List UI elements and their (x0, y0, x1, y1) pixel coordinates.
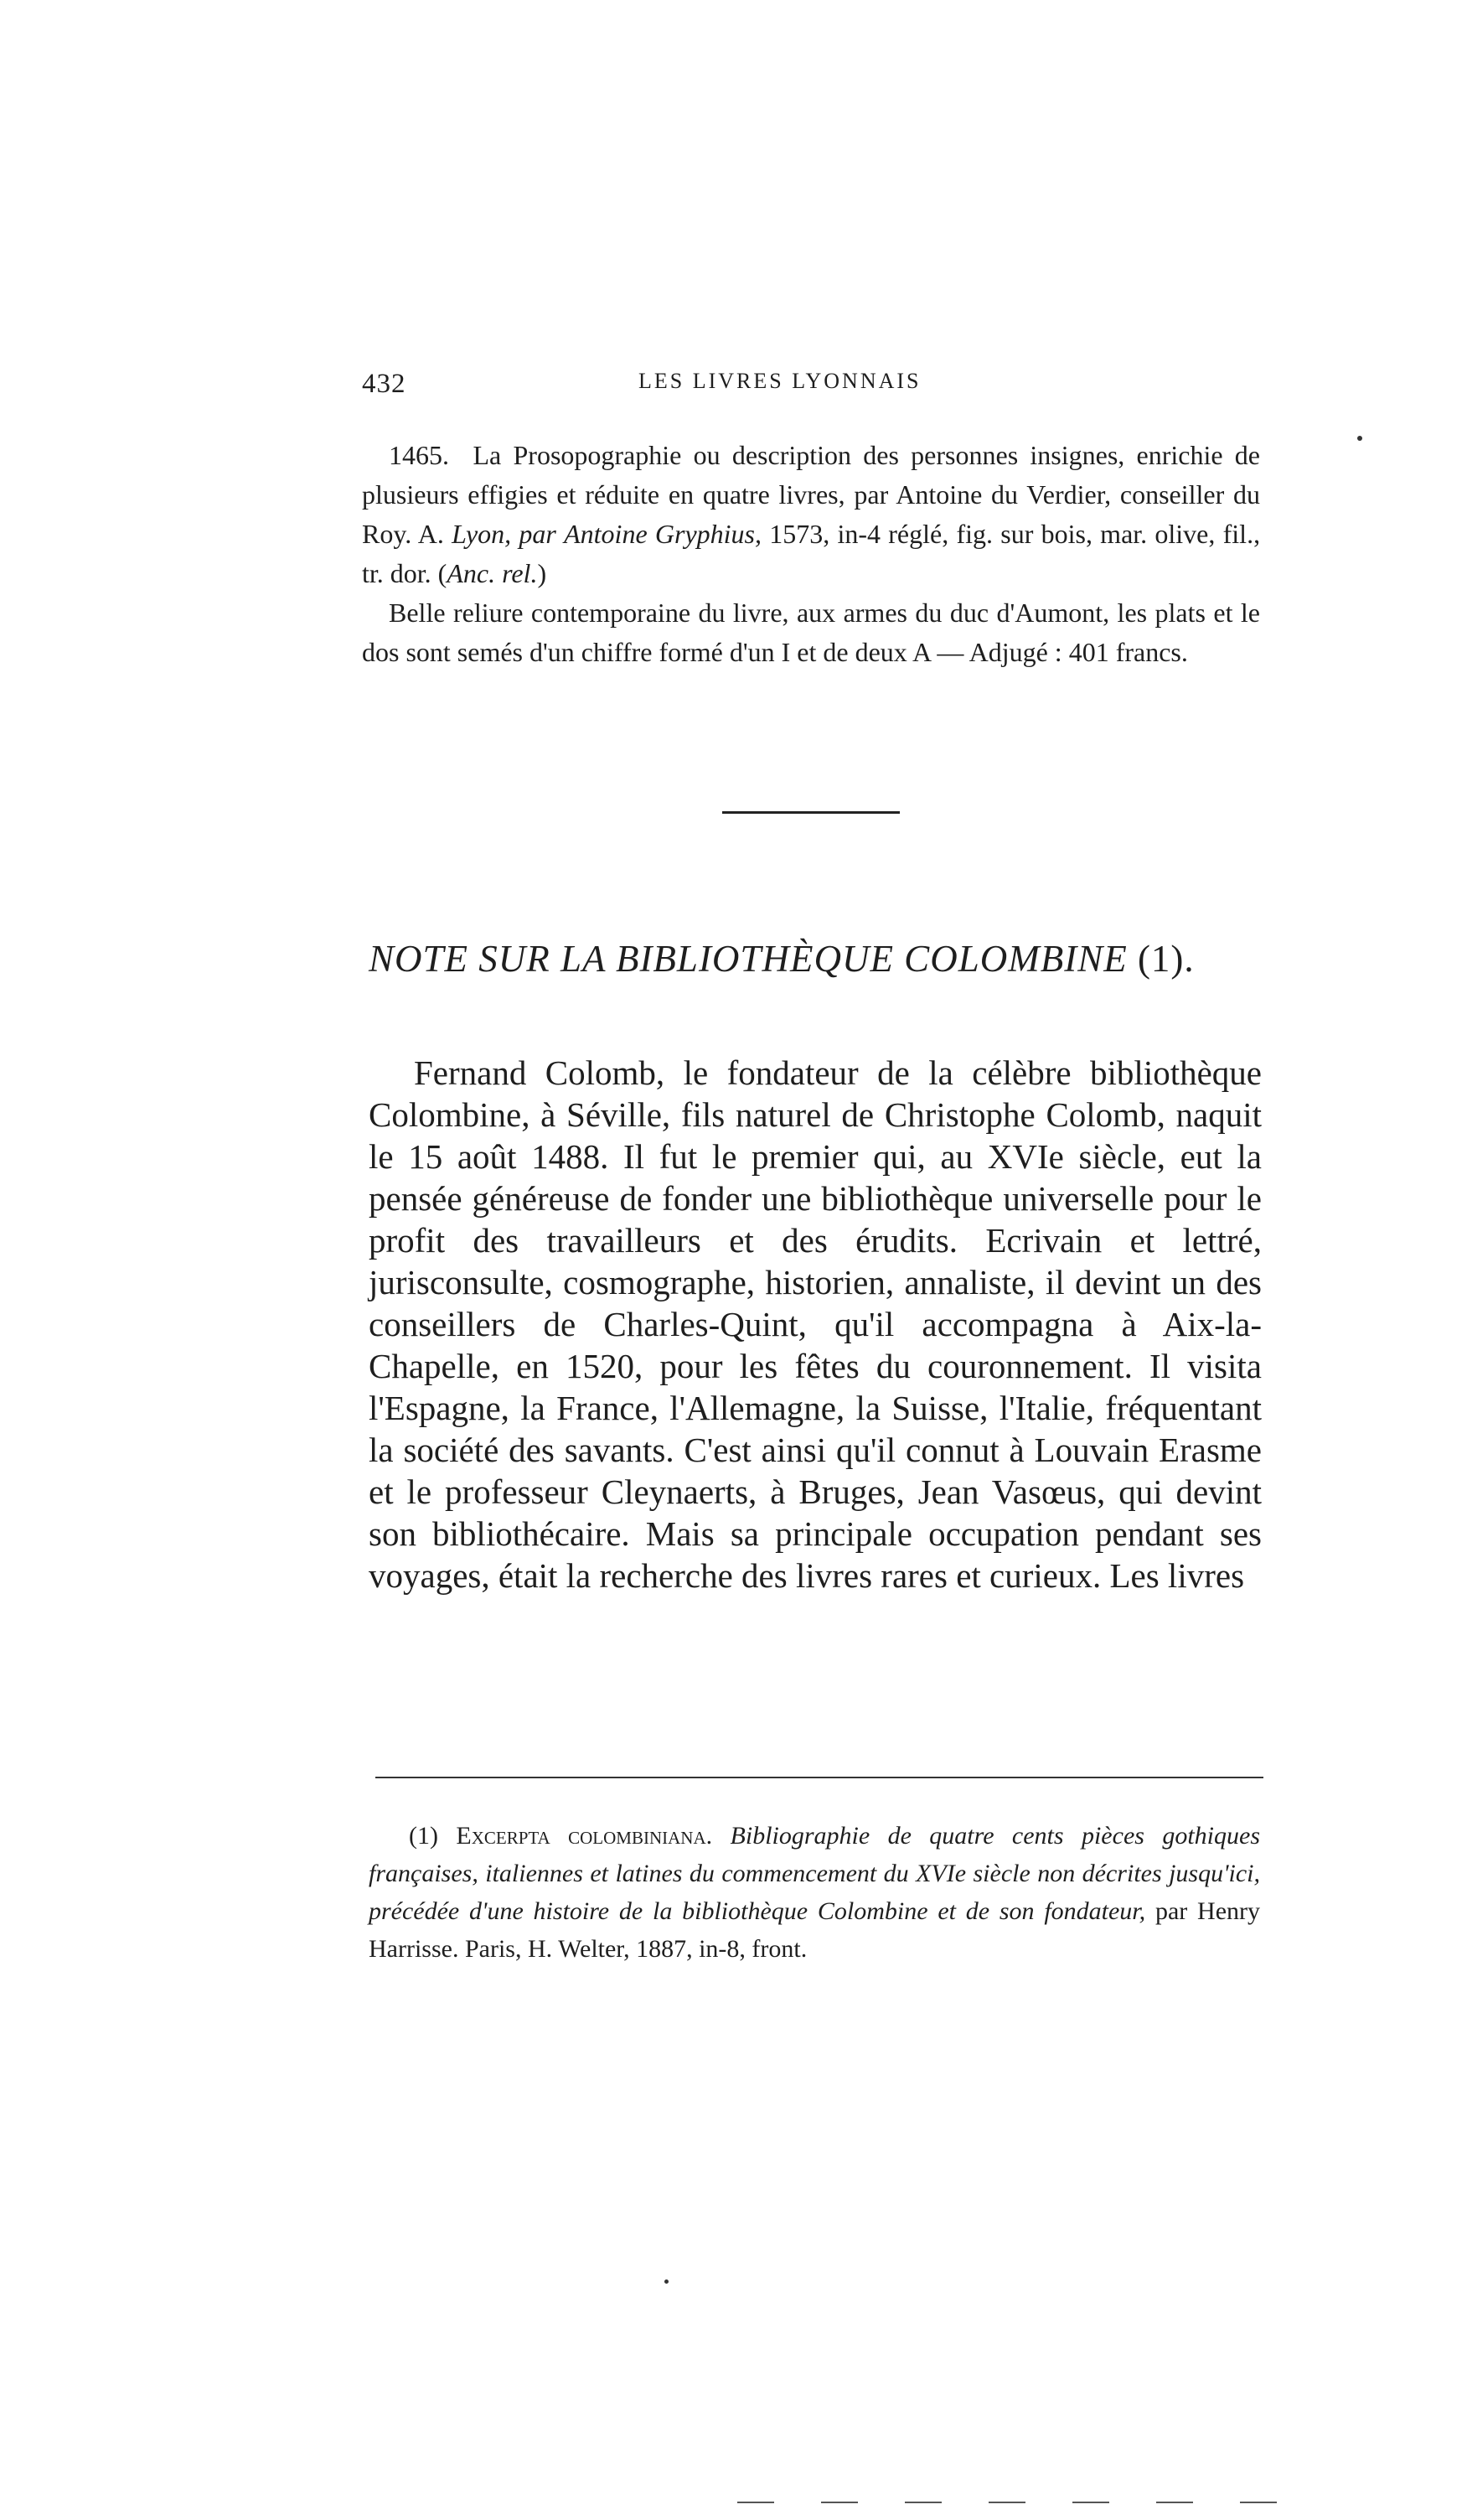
section-separator (722, 811, 900, 814)
entry-text-a: La Prosopographie ou description des personnes insignes, enrichie de plusieurs effigies et réduite en quatre livres, par Antoine du Verdier, conseiller du Roy. A. (362, 440, 1261, 549)
entry-citation (362, 436, 1260, 593)
note-title-text: NOTE SUR LA BIBLIOTHÈQUE COLOMBINE (369, 938, 1128, 980)
entry-imprint-printer: Antoine Gryphius, (564, 519, 762, 549)
footnote-source-title: Excerpta colombiniana. (456, 1822, 713, 1850)
bottom-dash (905, 2502, 942, 2503)
entry-text-c: ) (537, 558, 547, 588)
footnote (369, 1817, 1260, 1968)
entry-binding-note: Anc. rel. (447, 558, 538, 588)
footnote-author-imprint: par Henry Harrisse. Paris, H. Welter, 1887, in-8, front. (369, 1897, 1261, 1963)
bottom-dash (1156, 2502, 1193, 2503)
footnote-description: Bibliographie de quatre cents pièces gothiques françaises, italiennes et latines du commencement du XVIe siècle non décrites jusqu'ici, précédée d'une histoire de la bibliothèque Colombine et de son fondateur, (369, 1822, 1260, 1925)
page-number: 432 (362, 369, 406, 399)
ink-speck (664, 2279, 669, 2284)
entry-text-b: 1573, in-4 réglé, fig. sur bois, mar. olive, fil., tr. dor. ( (362, 519, 1261, 588)
running-head (362, 369, 1260, 419)
note-body: Fernand Colomb, le fondateur de la célèbre bibliothèque Colombine, à Séville, fils naturel de Christophe Colomb, naquit le 15 août 1488. Il fut le premier qui, au XVIe siècle, eut la pensée généreuse de fonder une bibliothèque universelle pour le profit des travailleurs et des érudits. Ecrivain et lettré, jurisconsulte, cosmographe, historien, annaliste, il devint un des conseillers de Charles-Quint, qu'il accompagna à Aix-la-Chapelle, en 1520, pour les fêtes du couronnement. Il visita l'Espagne, la France, l'Allemagne, la Suisse, l'Italie, fréquentant la société des savants. C'est ainsi qu'il connut à Louvain Erasme et le professeur Cleynaerts, à Bruges, Jean Vasœus, qui devint son bibliothécaire. Mais sa principale occupation pendant ses voyages, était la recherche des livres rares et curieux. Les livres (369, 1053, 1262, 1595)
note-title-ref: (1). (1137, 938, 1195, 980)
footnote-marker: (1) (409, 1822, 438, 1850)
note-title (369, 937, 1260, 981)
entry-number: 1465. (389, 440, 449, 470)
bottom-dash (1072, 2502, 1109, 2503)
entry-imprint-place: Lyon, par (452, 519, 556, 549)
bottom-dash (821, 2502, 858, 2503)
bottom-dash (737, 2502, 774, 2503)
footnote-rule (375, 1777, 1263, 1778)
ink-speck (1357, 436, 1362, 441)
catalogue-entry (362, 436, 1260, 672)
entry-description: Belle reliure contemporaine du livre, aux armes du duc d'Aumont, les plats et le dos sont semés d'un chiffre formé d'un I et de deux A — Adjugé : 401 francs. (362, 598, 1260, 667)
running-title: LES LIVRES LYONNAIS (638, 369, 922, 393)
bottom-dash (989, 2502, 1025, 2503)
bottom-dash (1240, 2502, 1277, 2503)
